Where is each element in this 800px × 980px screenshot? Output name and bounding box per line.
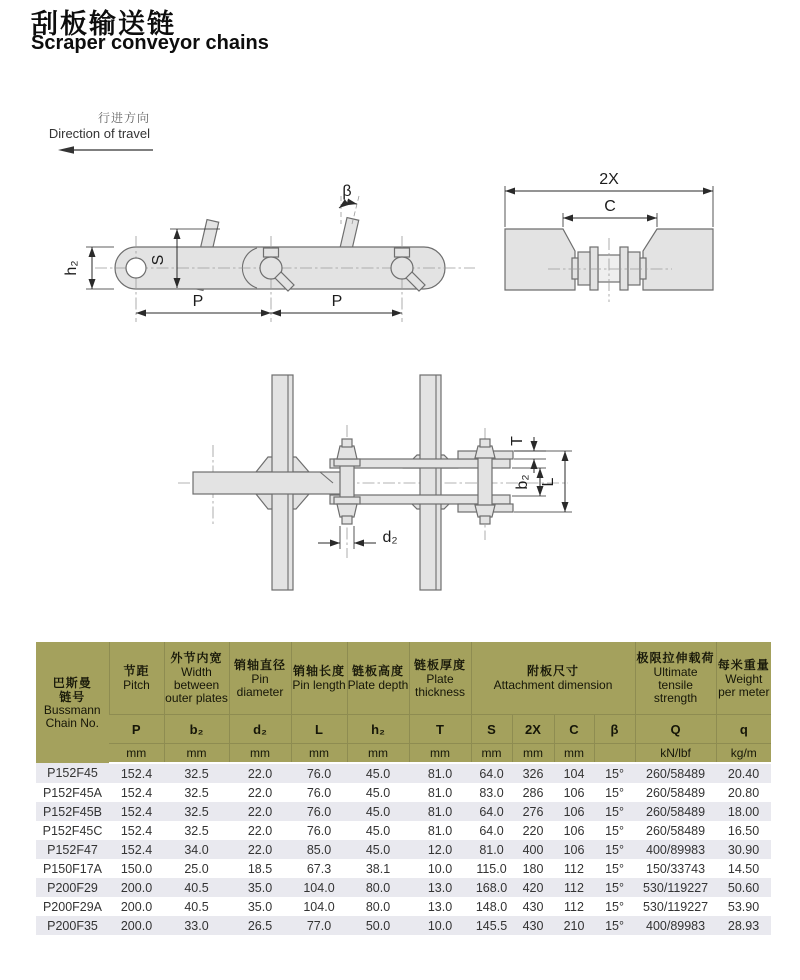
dim-label-l: L [540,477,557,487]
value-cell: 112 [564,899,584,914]
value-cell: 15° [605,918,624,933]
table-row [36,916,771,935]
value-cell: 15° [605,766,624,781]
value-cell: 34.0 [184,842,209,857]
value-cell: 22.0 [247,823,273,838]
dim-label-s: S [150,254,167,266]
header-plate-thickness: 链板厚度 Plate thickness [409,642,471,715]
chain-no-cell: P152F47 [47,842,98,857]
value-cell: 420 [522,880,544,895]
header-pin-length: 销轴长度 Pin length [291,642,347,715]
value-cell: 106 [563,842,585,857]
value-cell: 326 [522,766,544,781]
table-row [36,821,771,840]
value-cell: 152.4 [120,842,153,857]
value-cell: 32.5 [184,766,209,781]
unit-cell: mm [471,744,512,764]
value-cell: 430 [522,918,544,933]
unit-cell [594,744,635,764]
value-cell: 200.0 [120,899,153,914]
value-cell: 81.0 [427,823,453,838]
value-cell: 112 [564,880,584,895]
value-cell: 76.0 [306,766,332,781]
direction-label-en: Direction of travel [48,126,150,141]
value-cell: 81.0 [427,785,453,800]
chain-no-cell: P152F45A [42,785,103,800]
value-cell: 33.0 [184,918,209,933]
table-row [36,878,771,897]
unit-cell: kg/m [716,744,771,764]
plan-view-diagram [178,375,572,590]
value-cell: 45.0 [365,823,391,838]
chain-no-cell: P200F29A [42,899,103,914]
value-cell: 260/58489 [646,785,706,800]
flight-bar [404,375,457,590]
value-cell: 80.0 [365,899,391,914]
value-cell: 145.5 [475,918,508,933]
dim-label-t: T [509,436,526,446]
dim-label-b2: b₂ [514,474,531,490]
value-cell: 13.0 [427,899,453,914]
header-width: 外节内宽 Width between outer plates [164,642,229,715]
value-cell: 64.0 [479,804,504,819]
value-cell: 400 [522,842,544,857]
value-cell: 45.0 [365,785,391,800]
symbol-cell: Q [635,715,716,744]
symbol-cell: S [471,715,512,744]
value-cell: 15° [605,861,624,876]
value-cell: 15° [605,804,624,819]
value-cell: 15° [605,899,624,914]
chain-no-cell: P200F29 [47,880,98,895]
value-cell: 276 [522,804,544,819]
direction-label-zh: 行进方向 [97,111,150,125]
symbol-cell: 2X [512,715,554,744]
table-row [36,897,771,916]
value-cell: 32.5 [184,785,209,800]
chain-no-cell: P200F35 [47,918,98,933]
value-cell: 106 [563,804,585,819]
value-cell: 25.0 [184,861,209,876]
value-cell: 220 [522,823,544,838]
table-row [36,802,771,821]
header-pin-diameter: 销轴直径 Pin diameter [229,642,291,715]
value-cell: 64.0 [479,823,504,838]
value-cell: 200.0 [120,918,153,933]
value-cell: 150/33743 [646,861,706,876]
dim-label-p-right: P [331,293,343,310]
value-cell: 81.0 [427,804,453,819]
unit-cell: mm [109,744,164,764]
value-cell: 40.5 [184,880,209,895]
value-cell: 260/58489 [646,823,706,838]
value-cell: 32.5 [184,804,209,819]
value-cell: 45.0 [365,804,391,819]
value-cell: 530/119227 [642,899,709,914]
header-plate-depth: 链板高度 Plate depth [347,642,409,715]
value-cell: 18.5 [247,861,273,876]
value-cell: 152.4 [120,785,153,800]
header-pitch: 节距 Pitch [109,642,164,715]
value-cell: 76.0 [306,785,332,800]
value-cell: 152.4 [120,823,153,838]
symbol-cell: P [109,715,164,744]
technical-drawings [0,150,800,620]
value-cell: 26.5 [247,918,273,933]
dim-label-d2: d₂ [382,529,398,546]
value-cell: 35.0 [247,899,273,914]
value-cell: 152.4 [120,804,153,819]
value-cell: 81.0 [479,842,504,857]
value-cell: 106 [563,785,585,800]
table-row [36,859,771,878]
value-cell: 15° [605,823,624,838]
symbol-cell: q [716,715,771,744]
value-cell: 38.1 [365,861,391,876]
symbol-row [36,715,771,744]
chain-no-cell: P152F45 [47,766,98,780]
header-chain-no: 巴斯曼 链号 Bussmann Chain No. [36,642,109,763]
symbol-cell: d₂ [229,715,291,744]
value-cell: 20.40 [727,766,760,781]
symbol-cell: β [594,715,635,744]
value-cell: 210 [563,918,585,933]
unit-cell: mm [554,744,594,764]
value-cell: 15° [605,842,624,857]
value-cell: 53.90 [727,899,760,914]
value-cell: 104.0 [303,880,335,895]
value-cell: 85.0 [306,842,332,857]
value-cell: 104 [563,766,585,781]
unit-cell: mm [409,744,471,764]
symbol-cell: C [554,715,594,744]
dim-label-h2: h₂ [63,260,80,276]
value-cell: 104.0 [303,899,335,914]
value-cell: 150.0 [120,861,153,876]
value-cell: 530/119227 [642,880,709,895]
value-cell: 22.0 [247,785,273,800]
header-chain-no-en: Bussmann [43,702,101,717]
unit-cell: mm [347,744,409,764]
value-cell: 76.0 [306,804,332,819]
value-cell: 286 [522,785,544,800]
value-cell: 400/89983 [646,918,706,933]
symbol-cell: T [409,715,471,744]
unit-cell: mm [291,744,347,764]
unit-cell: kN/lbf [635,744,716,764]
value-cell: 180 [522,861,544,876]
unit-cell: mm [512,744,554,764]
dim-label-beta: β [342,183,352,200]
chain-no-cell: P152F45B [42,804,103,819]
value-cell: 81.0 [427,766,453,781]
section-view-diagram [505,171,713,302]
value-cell: 115.0 [476,861,507,876]
symbol-cell: b₂ [164,715,229,744]
table-row [36,763,771,783]
value-cell: 22.0 [247,766,273,781]
header-attachment: 附板尺寸 Attachment dimension [471,642,635,715]
value-cell: 30.90 [727,842,760,857]
value-cell: 400/89983 [646,842,706,857]
value-cell: 200.0 [120,880,153,895]
value-cell: 22.0 [247,804,273,819]
side-view-diagram [63,183,475,322]
chain-no-cell: P150F17A [42,861,103,876]
value-cell: 18.00 [727,804,760,819]
value-cell: 10.0 [427,861,453,876]
table-row [36,783,771,802]
value-cell: 76.0 [306,823,332,838]
value-cell: 10.0 [427,918,453,933]
symbol-cell: L [291,715,347,744]
dim-label-c: C [604,198,616,215]
value-cell: 260/58489 [646,804,706,819]
value-cell: 32.5 [184,823,209,838]
value-cell: 77.0 [306,918,332,933]
value-cell: 20.80 [727,785,760,800]
value-cell: 168.0 [475,880,508,895]
direction-of-travel-label [38,111,150,141]
value-cell: 15° [605,785,624,800]
value-cell: 28.93 [727,918,760,933]
value-cell: 50.60 [727,880,760,895]
table-row [36,840,771,859]
value-cell: 13.0 [427,880,453,895]
unit-cell: mm [229,744,291,764]
value-cell: 112 [564,861,584,876]
header-uts: 极限拉伸载荷 Ultimate tensile strength [635,642,716,715]
unit-cell: mm [164,744,229,764]
value-cell: 16.50 [727,823,760,838]
unit-row [36,744,771,764]
value-cell: 430 [522,899,544,914]
value-cell: 80.0 [365,880,391,895]
spec-table [36,642,771,935]
pin-hole [126,258,146,278]
value-cell: 15° [605,880,624,895]
value-cell: 22.0 [247,842,273,857]
value-cell: 67.3 [306,861,332,876]
dim-label-2x: 2X [599,171,619,188]
value-cell: 106 [563,823,585,838]
dim-label-p-left: P [192,293,204,310]
page-title-zh: 刮板输送链 [31,9,176,39]
value-cell: 45.0 [365,842,391,857]
value-cell: 12.0 [427,842,453,857]
value-cell: 260/58489 [646,766,706,781]
symbol-cell: h₂ [347,715,409,744]
value-cell: 148.0 [475,899,508,914]
header-chain-no-zh: 巴斯曼 [52,675,92,690]
value-cell: 83.0 [479,785,504,800]
value-cell: 50.0 [365,918,391,933]
value-cell: 35.0 [247,880,273,895]
header-weight: 每米重量 Weight per meter [716,642,771,715]
value-cell: 152.4 [120,766,153,781]
value-cell: 45.0 [365,766,391,781]
value-cell: 64.0 [479,766,504,781]
pin-with-nuts [475,439,495,524]
value-cell: 14.50 [727,861,760,876]
scraper-plate-left [505,229,575,290]
value-cell: 40.5 [184,899,209,914]
scraper-plate-right [643,229,713,290]
page-title-en: Scraper conveyor chains [31,32,269,54]
chain-no-cell: P152F45C [42,823,103,838]
